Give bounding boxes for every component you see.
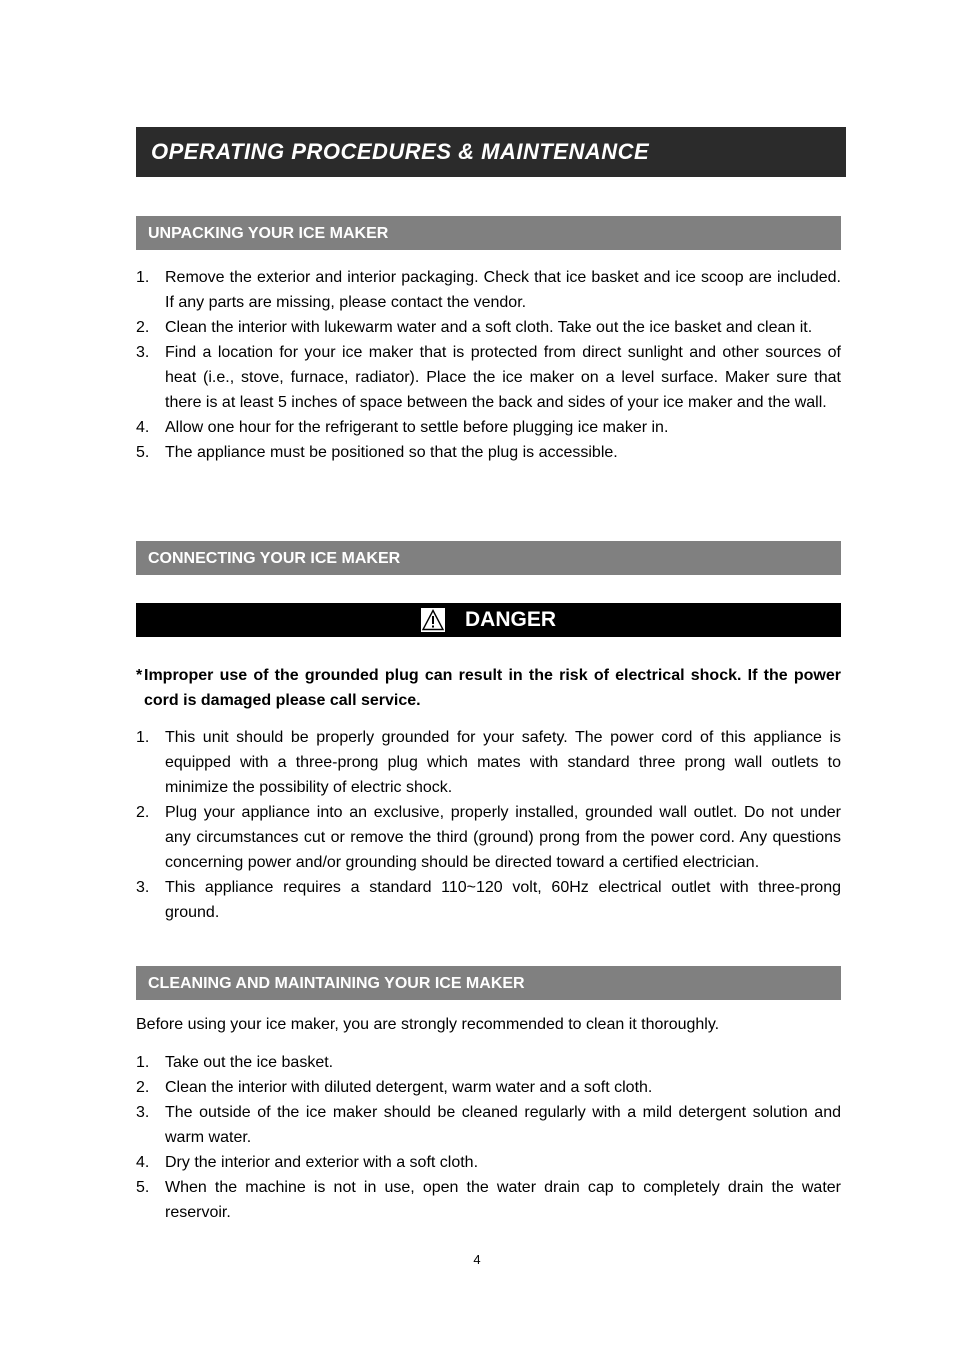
list-item: [136, 415, 841, 440]
electrical-warning: [136, 663, 841, 713]
list-number: 4.: [136, 419, 150, 436]
page-title: OPERATING PROCEDURES & MAINTENANCE: [136, 127, 846, 177]
list-item: [136, 1050, 841, 1075]
warning-triangle-icon: [421, 608, 445, 632]
section-heading-unpacking: UNPACKING YOUR ICE MAKER: [136, 216, 841, 250]
list-item: [136, 340, 841, 415]
list-item: [136, 1100, 841, 1150]
list-item: [136, 1175, 841, 1225]
list-item: [136, 440, 841, 465]
list-number: 2.: [136, 804, 150, 821]
list-text: This appliance requires a standard 110~120 volt, 60Hz electrical outlet with three-prong ground.: [165, 879, 841, 921]
list-number: 2.: [136, 1079, 150, 1096]
list-item: [136, 1150, 841, 1175]
warning-text: Improper use of the grounded plug can result in the risk of electrical shock. If the power cord is damaged please call service.: [144, 667, 841, 709]
list-number: 1.: [136, 269, 150, 286]
list-text: Allow one hour for the refrigerant to settle before plugging ice maker in.: [165, 419, 669, 436]
list-item: [136, 875, 841, 925]
list-number: 3.: [136, 344, 150, 361]
list-text: The outside of the ice maker should be cleaned regularly with a mild detergent solution and warm water.: [165, 1104, 841, 1146]
list-number: 3.: [136, 879, 150, 896]
unpacking-list: [136, 265, 841, 465]
list-text: Dry the interior and exterior with a soft cloth.: [165, 1154, 479, 1171]
warning-asterisk: *: [136, 667, 143, 684]
list-number: 4.: [136, 1154, 150, 1171]
list-number: 1.: [136, 729, 150, 746]
list-text: Remove the exterior and interior packaging. Check that ice basket and ice scoop are included. If any parts are missing, please contact the vendor.: [165, 269, 841, 311]
list-text: Plug your appliance into an exclusive, properly installed, grounded wall outlet. Do not under any circumstances cut or remove the third (ground) prong from the power cord. Any questions concerning power and/or grounding should be directed toward a certified electrician.: [165, 804, 841, 871]
section-heading-connecting: CONNECTING YOUR ICE MAKER: [136, 541, 841, 575]
list-item: [136, 315, 841, 340]
list-number: 1.: [136, 1054, 150, 1071]
cleaning-intro: Before using your ice maker, you are strongly recommended to clean it thoroughly.: [136, 1016, 720, 1033]
danger-banner: [136, 603, 841, 637]
page-number: 4: [473, 1252, 481, 1267]
list-item: [136, 800, 841, 875]
list-text: This unit should be properly grounded for your safety. The power cord of this appliance is equipped with a three-prong plug which mates with standard three prong wall outlets to minimize the possibility of electric shock.: [165, 729, 841, 796]
list-item: [136, 265, 841, 315]
list-item: [136, 1075, 841, 1100]
list-number: 5.: [136, 1179, 150, 1196]
list-text: Find a location for your ice maker that is protected from direct sunlight and other sources of heat (i.e., stove, furnace, radiator). Place the ice maker on a level surface. Maker sure that there is at least 5 inches of space between the back and sides of your ice maker and the wall.: [165, 344, 841, 411]
section-heading-cleaning: CLEANING AND MAINTAINING YOUR ICE MAKER: [136, 966, 841, 1000]
list-number: 5.: [136, 444, 150, 461]
list-number: 3.: [136, 1104, 150, 1121]
list-number: 2.: [136, 319, 150, 336]
list-text: Clean the interior with diluted detergent, warm water and a soft cloth.: [165, 1079, 653, 1096]
list-item: [136, 725, 841, 800]
cleaning-list: [136, 1050, 841, 1225]
list-text: Clean the interior with lukewarm water and a soft cloth. Take out the ice basket and clean it.: [165, 319, 813, 336]
list-text: When the machine is not in use, open the water drain cap to completely drain the water reservoir.: [165, 1179, 841, 1221]
connecting-list: [136, 725, 841, 925]
list-text: The appliance must be positioned so that the plug is accessible.: [165, 444, 618, 461]
list-text: Take out the ice basket.: [165, 1054, 334, 1071]
danger-label: DANGER: [464, 608, 556, 631]
